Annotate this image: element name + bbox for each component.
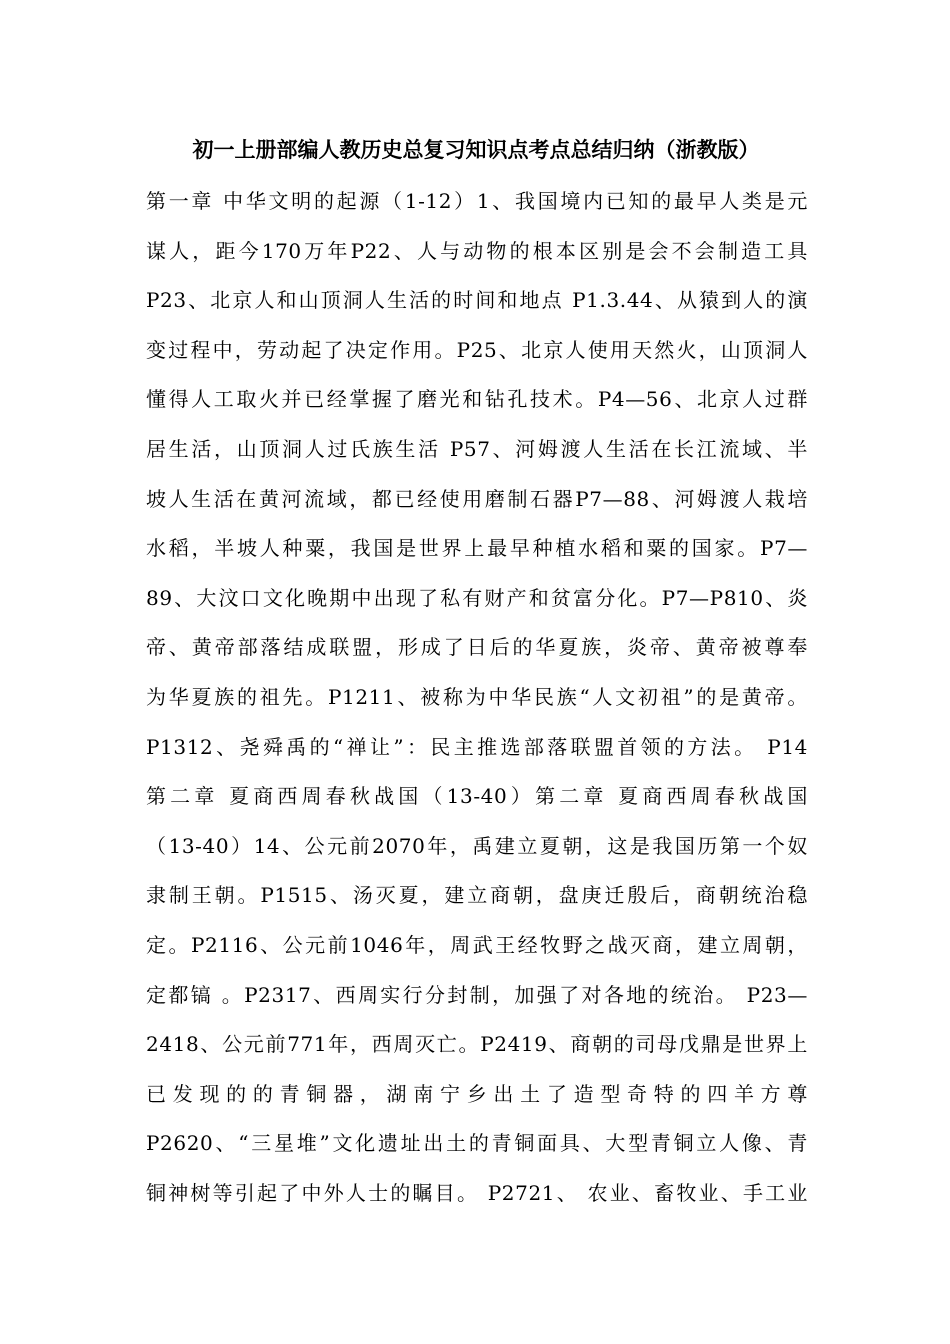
text-line: 为华夏族的祖先。P1211、被称为中华民族“人文初祖”的是黄帝。 [146, 684, 808, 709]
document-body [146, 183, 808, 1224]
text-line: 2418、公元前771年，西周灭亡。P2419、商朝的司母戊鼎是世界上 [146, 1032, 808, 1057]
text-line: 89、大汶口文化晚期中出现了私有财产和贫富分化。P7—P810、炎 [146, 585, 808, 610]
text-line: P2620、“三星堆”文化遗址出土的青铜面具、大型青铜立人像、青 [146, 1131, 808, 1156]
text-line: 懂得人工取火并已经掌握了磨光和钻孔技术。P4—56、北京人过群 [146, 387, 808, 412]
text-line: 已发现的的青铜器，湖南宁乡出土了造型奇特的四羊方尊 [146, 1081, 808, 1106]
text-line: （13-40）14、公元前2070年，禹建立夏朝，这是我国历第一个奴 [146, 833, 808, 858]
text-line: P23、北京人和山顶洞人生活的时间和地点 P1.3.44、从猿到人的演 [146, 288, 808, 313]
text-line: 定都镐 。P2317、西周实行分封制，加强了对各地的统治。 P23— [146, 982, 808, 1007]
text-line: 谋人，距今170万年P22、人与动物的根本区别是会不会制造工具 [146, 238, 808, 263]
text-line: 隶制王朝。P1515、汤灭夏，建立商朝，盘庚迁殷后，商朝统治稳 [146, 883, 808, 908]
text-line: P1312、尧舜禹的“禅让”：民主推选部落联盟首领的方法。 P14 [146, 734, 808, 759]
text-line: 居生活，山顶洞人过氏族生活 P57、河姆渡人生活在长江流域、半 [146, 436, 808, 461]
text-line: 水稻，半坡人种粟，我国是世界上最早种植水稻和粟的国家。P7— [146, 536, 808, 561]
text-line: 变过程中，劳动起了决定作用。P25、北京人使用天然火，山顶洞人 [146, 337, 808, 362]
text-line: 第一章 中华文明的起源（1-12）1、我国境内已知的最早人类是元 [146, 189, 808, 213]
text-line: 第二章 夏商西周春秋战国（13-40）第二章 夏商西周春秋战国 [146, 784, 808, 809]
text-line: 定。P2116、公元前1046年，周武王经牧野之战灭商，建立周朝， [146, 932, 808, 957]
document-title: 初一上册部编人教历史总复习知识点考点总结归纳（浙教版） [192, 138, 760, 162]
text-line: 铜神树等引起了中外人士的瞩目。 P2721、 农业、畜牧业、手工业 [146, 1180, 808, 1205]
text-line: 帝、黄帝部落结成联盟，形成了日后的华夏族，炎帝、黄帝被尊奉 [146, 635, 808, 660]
text-line: 坡人生活在黄河流域，都已经使用磨制石器P7—88、河姆渡人栽培 [146, 486, 808, 511]
